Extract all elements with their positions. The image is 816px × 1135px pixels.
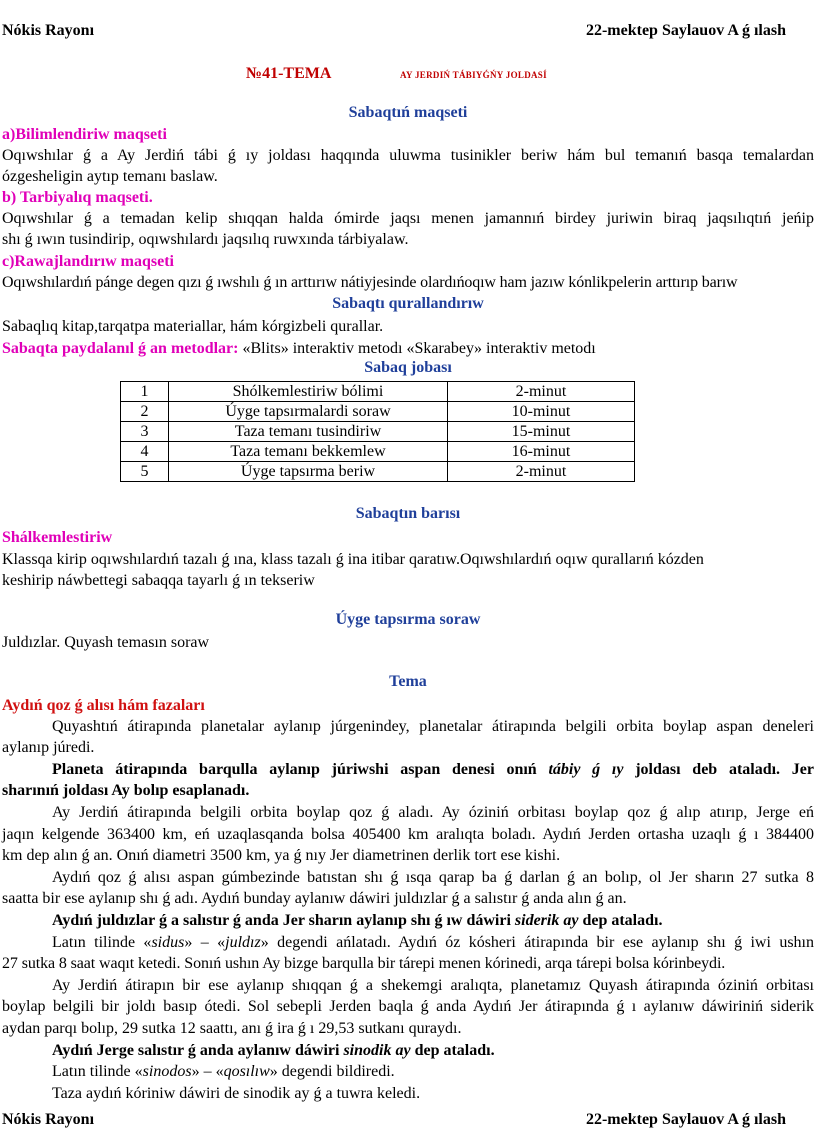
header-right: 22-mektep Saylauov A ǵ ılash xyxy=(585,22,786,39)
definition-term: tábiy ǵ ıy xyxy=(548,761,624,778)
methods-text: «Blits» interaktiv metodı «Skarabey» interaktiv metodı xyxy=(238,340,596,357)
definition-text: dep ataladı. xyxy=(578,912,663,929)
plan-number: 5 xyxy=(121,462,169,482)
text-fragment: » degendi ańlatadı. Aydıń óz kósheri átirapında bir ese aylanıp shı ǵ iwi ushın xyxy=(260,934,815,951)
footer-left: Nókis Rayonı xyxy=(2,1111,95,1128)
plan-time: 15-minut xyxy=(448,422,635,442)
theme-paragraph-line: Taza aydıń kóriniw dáwiri de sinodik ay ǵ a tuwra keledi. xyxy=(52,1085,421,1102)
plan-time: 2-minut xyxy=(448,462,635,482)
definition-text: joldası deb ataladı. Jer xyxy=(623,761,815,778)
theme-paragraph-line: Aydıń qoz ǵ alısı aspan gúmbezinde batıstan shı ǵ ısqa qarap ba ǵ darlan ǵ an bolıp, ol Jer sharın 27 sutka 8 xyxy=(52,869,814,886)
equipment-text: Sabaqlıq kitap,tarqatpa materiallar, hám kórgizbeli qurallar. xyxy=(2,318,384,335)
theme-paragraph-line: Ay Jerdiń átirapın bir ese aylanıp shıqqan ǵ a shekemgi aralıqta, planetamız Quyash átirapında óziniń orbitası xyxy=(52,977,814,994)
organization-text-1: Klassqa kirip oqıwshılardıń tazalı ǵ ına, klass tazalı ǵ ina itibar qaratıw.Oqıwshılardıń oqıw qurallarıń kózden xyxy=(2,551,704,568)
plan-time: 16-minut xyxy=(448,442,635,462)
goals-heading: Sabaqtıń maqseti xyxy=(348,104,468,121)
goal-b-text-2: shı ǵ ıwın tusindirip, oqıwshılardı jaqsılıq ruwxında tárbiyalaw. xyxy=(2,231,409,248)
methods-label: Sabaqta paydalanıl ǵ an metodlar: xyxy=(2,340,239,357)
goal-c-text: Oqıwshılardıń pánge degen qızı ǵ ıwshılı ǵ ın arttırıw nátiyjesinde olardıńoqıw ham jazıw kónlikpelerin arttırıp barıw xyxy=(2,274,738,291)
theme-paragraph-line: boylap belgili bir joldı basıp ótedi. Sol sebepli Jerden baqla ǵ anda Aydıń Jer átirapında ǵ ı aylanıw dáwiriniń siderik xyxy=(2,998,814,1015)
plan-heading: Sabaq jobası xyxy=(364,359,452,376)
plan-stage: Shólkemlestiriw bólimi xyxy=(169,382,448,402)
header-left: Nókis Rayonı xyxy=(2,22,95,39)
text-fragment: Latın tilinde « xyxy=(52,934,152,951)
theme-heading: Tema xyxy=(389,673,427,690)
latin-term: sinodos xyxy=(142,1063,192,1080)
theme-paragraph-line: aydan parqı bolıp, 29 sutka 12 saattı, anı ǵ ira ǵ ı 29,53 sutkanı quraydı. xyxy=(2,1020,462,1037)
table-row xyxy=(121,462,635,482)
theme-paragraph-line: aylanıp júredi. xyxy=(2,739,95,756)
latin-term: qosılıw xyxy=(223,1063,270,1080)
goal-a-text-2: ózgesheligin aytıp temanı baslaw. xyxy=(2,168,218,185)
theme-paragraph-line xyxy=(2,1061,814,1082)
progress-heading: Sabaqtın barısı xyxy=(355,505,461,522)
latin-term: sidus xyxy=(151,934,185,951)
theme-definition-line xyxy=(2,1040,814,1061)
definition-text: Planeta átirapında barqulla aylanıp júriwshi aspan denesi onıń xyxy=(52,761,549,778)
lesson-number: №41-TEMA xyxy=(246,65,332,82)
theme-definition-line xyxy=(2,759,814,780)
lesson-subtitle: AY JERDIŃ TÁBIYǴŃY JOLDASÍ xyxy=(400,70,547,80)
definition-term: siderik ay xyxy=(514,912,579,929)
text-fragment: » – « xyxy=(191,1063,224,1080)
table-row xyxy=(121,382,635,402)
theme-paragraph-line: Quyashtıń átirapında planetalar aylanıp júrgenindey, planetalar átirapında belgili orbita boylap aspan deneleri xyxy=(52,718,814,735)
goal-b-text-1: Oqıwshılar ǵ a temadan kelip shıqqan halda ómirde jaqsı menen jamannıń birdey juriwin biraq jaqsılıqtıń jeńip xyxy=(2,210,814,227)
plan-stage: Taza temanı bekkemlew xyxy=(169,442,448,462)
plan-stage: Úyge tapsırma beriw xyxy=(169,462,448,482)
goal-c-label: c)Rawajlandırıw maqseti xyxy=(2,253,174,270)
goal-b-label: b) Tarbiyalıq maqseti. xyxy=(2,189,153,206)
plan-number: 1 xyxy=(121,382,169,402)
plan-number: 4 xyxy=(121,442,169,462)
plan-time: 2-minut xyxy=(448,382,635,402)
theme-subheading: Aydıń qoz ǵ alısı hám fazaları xyxy=(2,697,205,714)
theme-paragraph-line xyxy=(2,932,814,953)
theme-definition-line: sharınıń joldası Ay bolıp esaplanadı. xyxy=(2,782,250,799)
definition-term: sinodik ay xyxy=(343,1042,411,1059)
table-row xyxy=(121,402,635,422)
lesson-plan-table xyxy=(120,381,635,482)
organization-label: Shálkemlestiriw xyxy=(2,529,113,546)
plan-stage: Úyge tapsırmalardi soraw xyxy=(169,402,448,422)
methods-line xyxy=(2,338,814,359)
theme-paragraph-line: km dep alın ǵ an. Onıń diametri 3500 km, ya ǵ nıy Jer diametrinen derlik tort ese kishi. xyxy=(2,847,561,864)
footer-right: 22-mektep Saylauov A ǵ ılash xyxy=(585,1111,786,1128)
theme-paragraph-line: jaqın kelgende 363400 km, eń uzaqlasqanda bolsa 405400 km aralıqta boladı. Aydıń Jerden ortasha uzaqlı ǵ ı 384400 xyxy=(2,826,814,843)
plan-number: 2 xyxy=(121,402,169,422)
plan-time: 10-minut xyxy=(448,402,635,422)
theme-paragraph-line: 27 sutka 8 saat waqıt ketedi. Sonıń ushın Ay bizge barqulla bir tárepi menen kórinedi, arqa tárepi bolsa kórinbeydi. xyxy=(2,955,726,972)
latin-term: juldız xyxy=(225,934,261,951)
text-fragment: » – « xyxy=(184,934,226,951)
table-row xyxy=(121,442,635,462)
goal-a-text-1: Oqıwshılar ǵ a Ay Jerdiń tábi ǵ ıy joldası haqqında uluwma tusinikler beriw hám bul temanıń basqa temalardan xyxy=(2,147,814,164)
theme-definition-line xyxy=(2,910,814,931)
definition-text: dep ataladı. xyxy=(410,1042,495,1059)
homework-text: Juldızlar. Quyash temasın soraw xyxy=(2,634,210,651)
equipment-heading: Sabaqtı qurallandırıw xyxy=(332,295,484,312)
plan-number: 3 xyxy=(121,422,169,442)
theme-paragraph-line: saatta bir ese aylanıp shı ǵ adı. Aydıń bunday aylanıw dáwiri juldızlar ǵ a salıstır ǵ anda alın ǵ an. xyxy=(2,890,627,907)
text-fragment: » degendi bildiredi. xyxy=(269,1063,395,1080)
theme-paragraph-line: Ay Jerdiń átirapında belgili orbita boylap qoz ǵ aladı. Ay óziniń orbitası boylap qoz ǵ alıp atırıp, Jerge eń xyxy=(52,804,814,821)
plan-stage: Taza temanı tusindiriw xyxy=(169,422,448,442)
text-fragment: Latın tilinde « xyxy=(52,1063,143,1080)
homework-heading: Úyge tapsırma soraw xyxy=(335,611,481,628)
definition-text: Aydıń Jerge salıstır ǵ anda aylanıw dáwiri xyxy=(52,1042,344,1059)
table-row xyxy=(121,422,635,442)
goal-a-label: a)Bilimlendiriw maqseti xyxy=(2,126,167,143)
organization-text-2: keshirip náwbettegi sabaqqa tayarlı ǵ ın tekseriw xyxy=(2,572,315,589)
definition-text: Aydıń juldızlar ǵ a salıstır ǵ anda Jer sharın aylanıp shı ǵ ıw dáwiri xyxy=(52,912,515,929)
